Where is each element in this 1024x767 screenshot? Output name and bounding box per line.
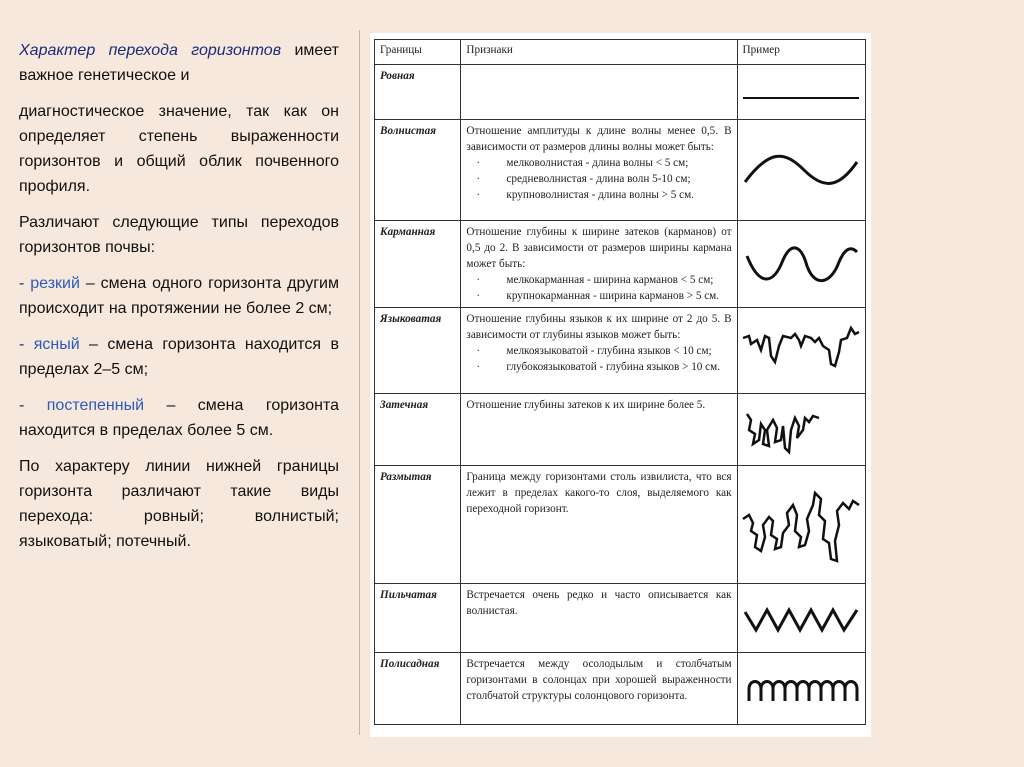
table-header-row	[375, 40, 866, 65]
pocket-line-icon	[737, 221, 865, 308]
row-text: Отношение амплитуды к длине волны менее 0,5. В зависимости от размеров длины волны может быть: · мелковолнистая - длина волны < 5 см; · средневолнистая - длина волн 5-10 см; · крупноволнистая - длина волны > 5 см.	[461, 120, 737, 221]
type-sharp: - резкий – смена одного горизонта другим происходит на протяжении не более 2 см;	[19, 275, 339, 317]
wavy-line-icon	[737, 120, 865, 221]
row-name: Размытая	[375, 466, 461, 584]
boundary-types-table	[374, 39, 866, 725]
row-text: Граница между горизонтами столь извилиста, что вся лежит в пределах какого-то слоя, выделяемого как переходной горизонт.	[461, 466, 737, 584]
diffuse-line-icon	[737, 466, 865, 584]
row-name: Затечная	[375, 394, 461, 466]
sawtooth-line-icon	[737, 584, 865, 653]
table-row	[375, 221, 866, 308]
straight-line-icon	[737, 65, 865, 120]
table-row	[375, 308, 866, 394]
significance-paragraph: диагностическое значение, так как он определяет степень выраженности горизонтов и общий облик почвенного профиля.	[19, 103, 339, 195]
row-name: Ровная	[375, 65, 461, 120]
row-text: Встречается между осолодылым и столбчатым горизонтами в солонцах при хорошей выраженности столбчатой структуры солонцового горизонта.	[461, 653, 737, 725]
table-row	[375, 584, 866, 653]
row-text: Отношение глубины затеков к их ширине более 5.	[461, 394, 737, 466]
column-divider	[359, 30, 360, 735]
row-name: Карманная	[375, 221, 461, 308]
row-name: Волнистая	[375, 120, 461, 221]
row-name: Пильчатая	[375, 584, 461, 653]
header-features: Признаки	[461, 40, 737, 65]
row-text: Встречается очень редко и часто описывается как волнистая.	[461, 584, 737, 653]
table-row	[375, 466, 866, 584]
tongue-line-icon	[737, 308, 865, 394]
type-clear: - ясный – смена горизонта находится в пределах 2–5 см;	[19, 336, 339, 378]
streak-line-icon	[737, 394, 865, 466]
description-text	[19, 38, 339, 565]
row-text: Отношение глубины к ширине затеков (карманов) от 0,5 до 2. В зависимости от размеров ширины кармана может быть: · мелкокарманная - ширина карманов < 5 см; · крупнокарманная - ширина карманов > 5 см.	[461, 221, 737, 308]
row-name: Языковатая	[375, 308, 461, 394]
boundary-table-panel	[370, 33, 871, 737]
row-text: Отношение глубины языков к их ширине от 2 до 5. В зависимости от глубины языков может быть: · мелкоязыковатой - глубина языков < 10 см; · глубокоязыковатой - глубина языков > 10 см.	[461, 308, 737, 394]
row-text	[461, 65, 737, 120]
table-row	[375, 65, 866, 120]
table-row	[375, 120, 866, 221]
header-boundaries: Границы	[375, 40, 461, 65]
types-intro-paragraph: Различают следующие типы переходов горизонтов почвы:	[19, 214, 339, 256]
table-row	[375, 653, 866, 725]
header-example: Пример	[737, 40, 865, 65]
row-name: Полисадная	[375, 653, 461, 725]
table-row	[375, 394, 866, 466]
type-gradual: - постепенный – смена горизонта находится в пределах более 5 см.	[19, 397, 339, 439]
boundary-shape-paragraph: По характеру линии нижней границы горизонта различают такие виды перехода: ровный; волнистый; языковатый; потечный.	[19, 458, 339, 550]
intro-term: Характер перехода горизонтов	[19, 42, 282, 59]
intro-paragraph: Характер перехода горизонтов имеет важное генетическое и	[19, 42, 339, 84]
palisade-line-icon	[737, 653, 865, 725]
